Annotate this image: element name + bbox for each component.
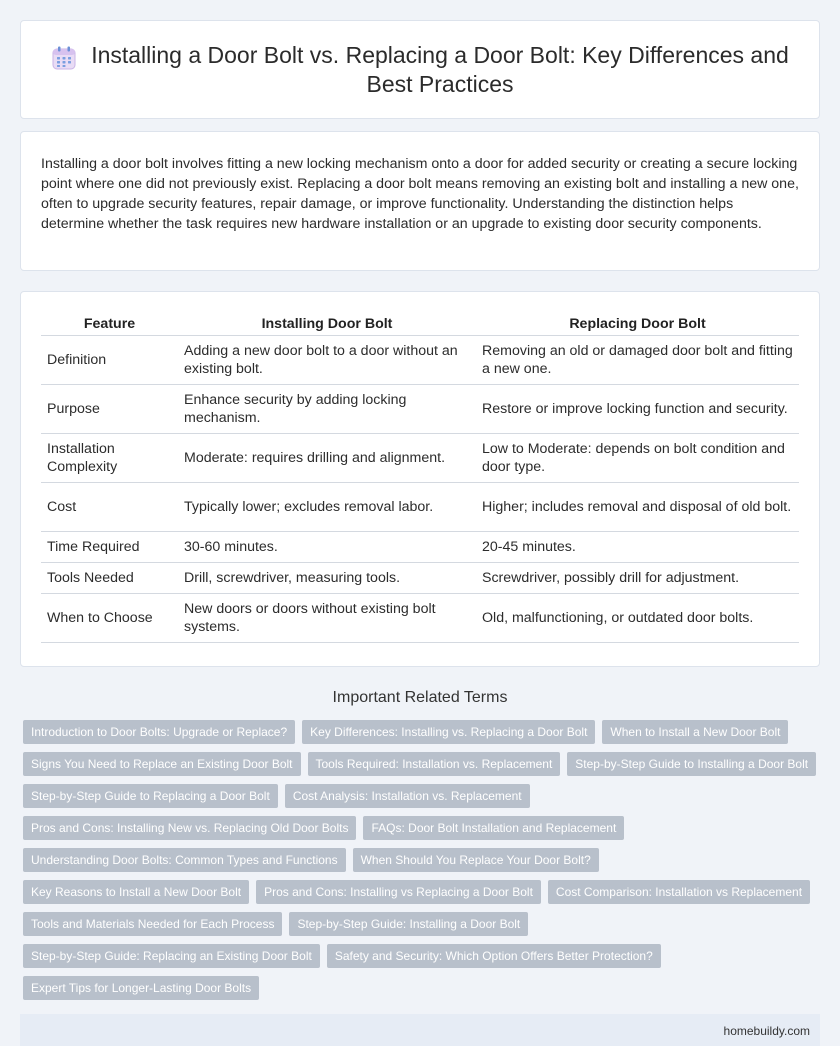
footer-site-name: homebuildy.com	[723, 1024, 810, 1038]
table-cell: 30-60 minutes.	[178, 532, 476, 563]
table-cell: Restore or improve locking function and security.	[476, 385, 799, 434]
related-term-link[interactable]: Expert Tips for Longer-Lasting Door Bolts	[23, 976, 259, 1000]
calendar-icon	[51, 45, 77, 71]
table-cell: Definition	[41, 336, 178, 385]
table-row	[41, 594, 799, 643]
intro-text: Installing a door bolt involves fitting a new locking mechanism onto a door for added security or creating a secure locking point where one did not previously exist. Replacing a door bolt means removing an existing bolt and installing a new one, often to upgrade security features, repair damage, or improve functionality. Understanding the distinction helps determine whether the task requires new hardware installation or an upgrade to existing door security components.	[41, 156, 799, 232]
comparison-table	[41, 310, 799, 643]
table-row	[41, 336, 799, 385]
related-term-link[interactable]: Cost Comparison: Installation vs Replacement	[548, 880, 810, 904]
table-cell: Screwdriver, possibly drill for adjustment.	[476, 563, 799, 594]
comparison-table-card	[20, 291, 820, 667]
table-cell: Adding a new door bolt to a door without an existing bolt.	[178, 336, 476, 385]
table-row	[41, 385, 799, 434]
table-row	[41, 563, 799, 594]
table-cell: Installation Complexity	[41, 434, 178, 483]
table-cell: Removing an old or damaged door bolt and fitting a new one.	[476, 336, 799, 385]
table-header-cell: Installing Door Bolt	[178, 310, 476, 336]
table-header-row	[41, 310, 799, 336]
related-term-link[interactable]: Understanding Door Bolts: Common Types and Functions	[23, 848, 346, 872]
related-term-link[interactable]: Step-by-Step Guide: Replacing an Existing Door Bolt	[23, 944, 320, 968]
page-header	[20, 20, 820, 119]
table-cell: New doors or doors without existing bolt systems.	[178, 594, 476, 643]
table-cell: Low to Moderate: depends on bolt condition and door type.	[476, 434, 799, 483]
related-term-link[interactable]: Key Differences: Installing vs. Replacing a Door Bolt	[302, 720, 595, 744]
related-term-link[interactable]: Signs You Need to Replace an Existing Door Bolt	[23, 752, 301, 776]
table-header-cell: Feature	[41, 310, 178, 336]
related-terms-title: Important Related Terms	[332, 689, 508, 706]
table-header-cell: Replacing Door Bolt	[476, 310, 799, 336]
table-cell: Drill, screwdriver, measuring tools.	[178, 563, 476, 594]
table-cell: Time Required	[41, 532, 178, 563]
table-row	[41, 434, 799, 483]
related-term-link[interactable]: Pros and Cons: Installing vs Replacing a Door Bolt	[256, 880, 541, 904]
related-term-link[interactable]: Tools and Materials Needed for Each Process	[23, 912, 282, 936]
table-cell: 20-45 minutes.	[476, 532, 799, 563]
related-terms-list	[23, 720, 820, 1000]
table-row	[41, 483, 799, 532]
related-term-link[interactable]: Step-by-Step Guide to Installing a Door Bolt	[567, 752, 816, 776]
table-row	[41, 532, 799, 563]
table-cell: When to Choose	[41, 594, 178, 643]
related-term-link[interactable]: Key Reasons to Install a New Door Bolt	[23, 880, 249, 904]
intro-section	[20, 131, 820, 271]
table-cell: Old, malfunctioning, or outdated door bolts.	[476, 594, 799, 643]
page-footer	[20, 1014, 820, 1046]
related-term-link[interactable]: Tools Required: Installation vs. Replacement	[308, 752, 561, 776]
related-term-link[interactable]: Cost Analysis: Installation vs. Replacement	[285, 784, 530, 808]
related-term-link[interactable]: Safety and Security: Which Option Offers Better Protection?	[327, 944, 661, 968]
related-term-link[interactable]: When to Install a New Door Bolt	[602, 720, 788, 744]
related-term-link[interactable]: FAQs: Door Bolt Installation and Replacement	[363, 816, 624, 840]
page-title: Installing a Door Bolt vs. Replacing a Door Bolt: Key Differences and Best Practices	[91, 41, 789, 97]
table-cell: Higher; includes removal and disposal of old bolt.	[476, 483, 799, 532]
related-term-link[interactable]: Step-by-Step Guide: Installing a Door Bolt	[289, 912, 528, 936]
related-term-link[interactable]: When Should You Replace Your Door Bolt?	[353, 848, 599, 872]
table-cell: Typically lower; excludes removal labor.	[178, 483, 476, 532]
table-cell: Moderate: requires drilling and alignment.	[178, 434, 476, 483]
related-term-link[interactable]: Step-by-Step Guide to Replacing a Door Bolt	[23, 784, 278, 808]
table-cell: Cost	[41, 483, 178, 532]
related-term-link[interactable]: Introduction to Door Bolts: Upgrade or Replace?	[23, 720, 295, 744]
table-cell: Tools Needed	[41, 563, 178, 594]
table-cell: Enhance security by adding locking mechanism.	[178, 385, 476, 434]
related-term-link[interactable]: Pros and Cons: Installing New vs. Replacing Old Door Bolts	[23, 816, 356, 840]
table-cell: Purpose	[41, 385, 178, 434]
